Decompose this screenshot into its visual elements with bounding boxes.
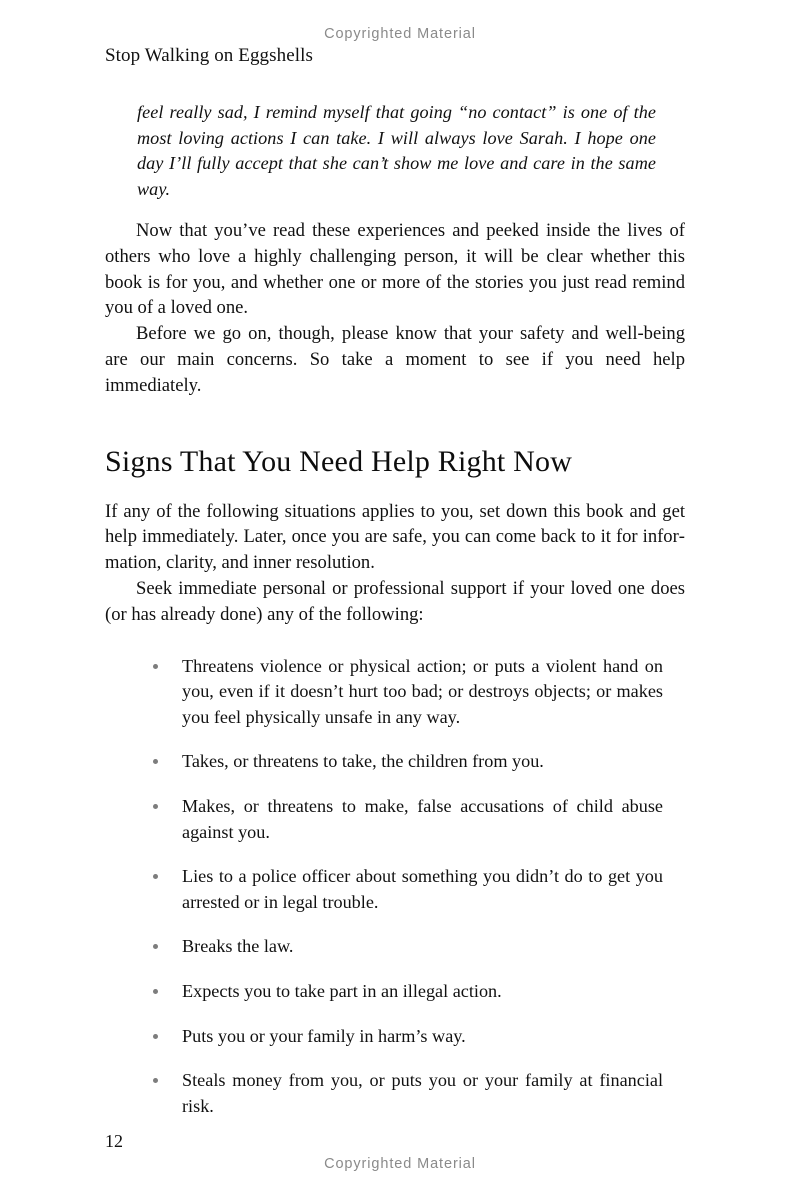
bullet-dot-icon bbox=[153, 664, 158, 669]
blockquote-testimonial: feel really sad, I remind myself that going “no contact” is one of the most loving actions I can take. I will always love Sarah. I hope one day I’ll fully accept that she can’t show me love and care in the same way. bbox=[137, 102, 656, 199]
list-item bbox=[105, 1024, 685, 1050]
bullet-dot-icon bbox=[153, 804, 158, 809]
bullet-dot-icon bbox=[153, 1034, 158, 1039]
list-item-text: Breaks the law. bbox=[182, 936, 294, 957]
list-item bbox=[105, 654, 685, 731]
list-item-text: Lies to a police officer about something you didn’t do to get you arrested or in legal trouble. bbox=[182, 866, 663, 912]
list-item-text: Expects you to take part in an illegal action. bbox=[182, 980, 502, 1001]
warning-signs-list bbox=[105, 654, 685, 1120]
bullet-dot-icon bbox=[153, 944, 158, 949]
list-item-text: Puts you or your family in harm’s way. bbox=[182, 1025, 466, 1046]
list-item bbox=[105, 794, 685, 845]
list-item bbox=[105, 864, 685, 915]
list-item-text: Steals money from you, or puts you or your family at financial risk. bbox=[182, 1070, 663, 1116]
list-item-text: Takes, or threatens to take, the children from you. bbox=[182, 751, 544, 772]
section-heading-wrapper bbox=[105, 445, 685, 479]
page-number: 12 bbox=[105, 1131, 123, 1151]
list-item bbox=[105, 749, 685, 775]
paragraph-before-we-go-on: Before we go on, though, please know that your safety and well-being are our main concerns. So take a moment to see if you need help immediately. bbox=[105, 323, 685, 396]
copyright-watermark-top: Copyrighted Material bbox=[324, 26, 476, 42]
bullet-dot-icon bbox=[153, 759, 158, 764]
bullet-dot-icon bbox=[153, 989, 158, 994]
list-item bbox=[105, 934, 685, 960]
paragraph-now-that-youve-read: Now that you’ve read these experiences and peeked inside the lives of others who love a highly challenging person, it will be clear whether this book is for you, and whether one or more of the stories you just read remind you of a loved one. bbox=[105, 220, 685, 319]
section-heading-signs-you-need-help: Signs That You Need Help Right Now bbox=[105, 444, 573, 478]
page-content bbox=[105, 100, 685, 1119]
bullet-dot-icon bbox=[153, 1078, 158, 1083]
paragraph-if-any-of-the-following: If any of the following situations applies to you, set down this book and get help immediately. Later, once you are safe, you can come back to it for information, clarity, and inner resolution. bbox=[105, 500, 685, 574]
running-head-book-title: Stop Walking on Eggshells bbox=[105, 45, 314, 66]
paragraph-seek-immediate-support: Seek immediate personal or professional support if your loved one does (or has already done) any of the following: bbox=[105, 577, 685, 625]
bullet-dot-icon bbox=[153, 874, 158, 879]
list-item-text: Threatens violence or physical action; or puts a violent hand on you, even if it doesn’t hurt too bad; or destroys objects; or makes you feel physically unsafe in any way. bbox=[182, 655, 663, 727]
list-item bbox=[105, 1068, 685, 1119]
list-item-text: Makes, or threatens to make, false accusations of child abuse against you. bbox=[182, 795, 663, 842]
list-item bbox=[105, 979, 685, 1005]
copyright-watermark-bottom: Copyrighted Material bbox=[324, 1156, 476, 1172]
paragraph-group-before-heading bbox=[105, 218, 685, 399]
